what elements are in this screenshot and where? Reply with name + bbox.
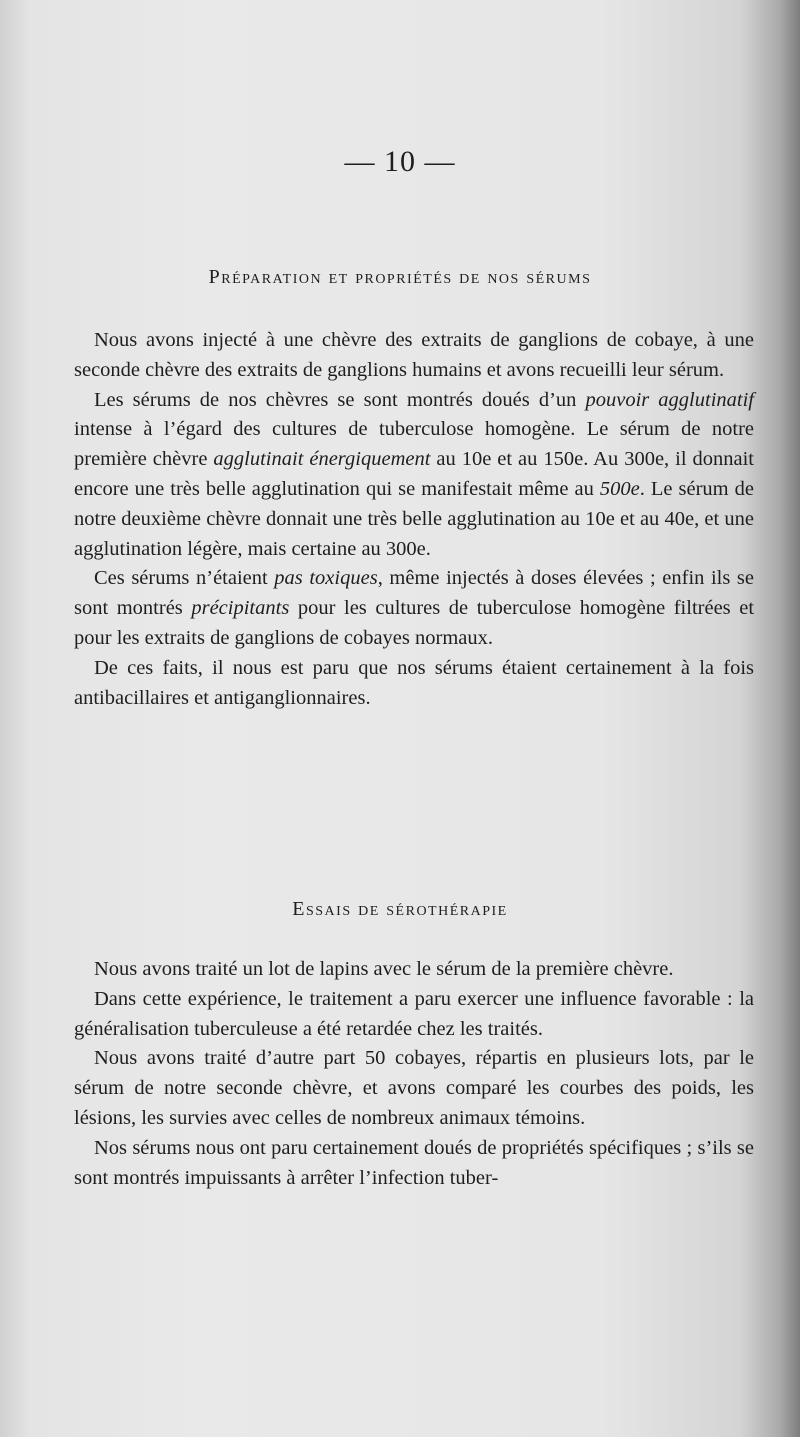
page-number: — 10 —	[344, 145, 456, 178]
emphasis-text: 500e	[599, 477, 640, 500]
text-run: Nous avons injecté à une chèvre des extraits de ganglions de cobaye, à une seconde chèvre des extraits de ganglions humains et avons recueilli leur sérum.	[74, 329, 754, 381]
emphasis-text: précipitants	[191, 597, 290, 620]
paragraph	[74, 985, 754, 1045]
emphasis-text: pouvoir agglutinatif	[585, 388, 754, 411]
section-heading-essais: Essais de sérothérapie	[292, 898, 508, 920]
text-run: , même injectés à doses élevées ; enfin ils se sont montrés	[74, 567, 755, 620]
text-run: Nous avons traité d’autre part 50 cobayes, répartis en plusieurs lots, par le sérum de notre seconde chèvre, et avons comparé les courbes des poids, les lésions, les survies avec celles de nombreux animaux témoins.	[74, 1047, 754, 1129]
paragraph	[74, 1134, 754, 1194]
text-run: . Le sérum de notre deuxième chèvre donnait une très belle agglutination au 10e et au 40e, et une agglutination légère, mais certaine au 300e.	[74, 477, 755, 560]
section-heading-preparation: Préparation et propriétés de nos sérums	[208, 266, 592, 288]
paragraph	[74, 1044, 754, 1133]
text-run: Nos sérums nous ont paru certainement doués de propriétés spécifiques ; s’ils se sont montrés impuissants à arrêter l’infection tuber-	[74, 1136, 754, 1189]
paragraph	[74, 955, 754, 985]
text-run: pour les cultures de tuberculose homogène filtrées et pour les extraits de ganglions de cobayes normaux.	[74, 597, 755, 649]
text-run: intense à l’égard des cultures de tuberculose homogène. Le sérum de notre première chèvre	[74, 418, 754, 471]
emphasis-text: pas toxiques	[274, 567, 378, 590]
text-run: au 10e et au 150e. Au 300e, il donnait encore une très belle agglutination qui se manifestait même au	[74, 448, 754, 500]
text-run: Les sérums de nos chèvres se sont montrés doués d’un	[94, 388, 586, 411]
paragraph	[74, 386, 754, 565]
emphasis-text: agglutinait énergiquement	[213, 448, 431, 471]
text-run: Nous avons traité un lot de lapins avec le sérum de la première chèvre.	[94, 958, 674, 980]
section-body-preparation	[74, 326, 754, 713]
paragraph	[74, 326, 754, 386]
text-run: Dans cette expérience, le traitement a paru exercer une influence favorable : la généralisation tuberculeuse a été retardée chez les traités.	[74, 987, 754, 1040]
paragraph	[74, 654, 754, 714]
section-body-essais	[74, 955, 754, 1193]
text-run: Ces sérums n’étaient	[94, 567, 275, 590]
text-run: De ces faits, il nous est paru que nos sérums étaient certainement à la fois antibacillaires et antiganglionnaires.	[74, 656, 754, 709]
paragraph	[74, 564, 754, 653]
